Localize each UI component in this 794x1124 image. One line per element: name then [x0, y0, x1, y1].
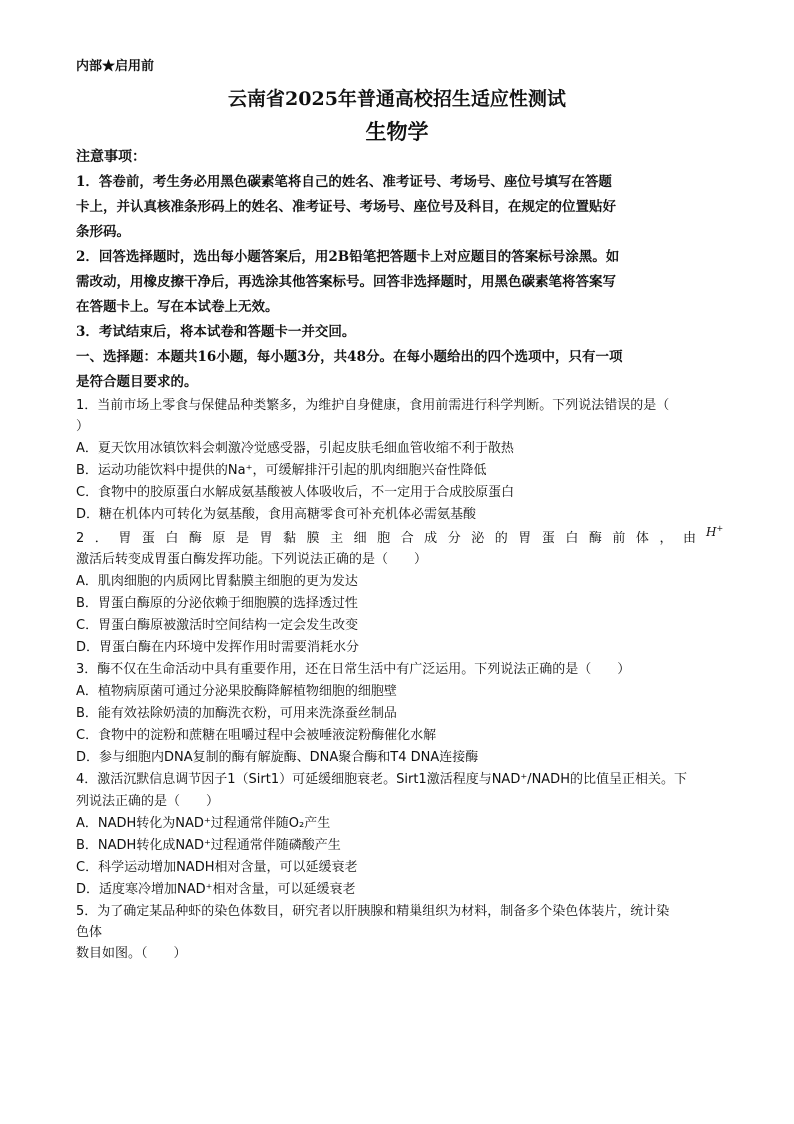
question-2-option-d: D．胃蛋白酶在内环境中发挥作用时需要消耗水分 — [76, 640, 360, 655]
notice-heading: 注意事项： — [76, 149, 146, 165]
question-1-option-a: A．夏天饮用冰镇饮料会刺激冷觉感受器，引起皮肤毛细血管收缩不利于散热 — [76, 441, 514, 456]
question-2-option-a: A．肌肉细胞的内质网比胃黏膜主细胞的更为发达 — [76, 574, 358, 589]
notice-line: 1．答卷前，考生务必用黑色碳素笔将自己的姓名、准考证号、考场号、座位号填写在答题 — [76, 174, 612, 190]
question-5-stem: 色体 — [76, 925, 103, 940]
question-4-option-c: C．科学运动增加NADH相对含量，可以延缓衰老 — [76, 860, 358, 875]
question-1-stem: 1．当前市场上零食与保健品种类繁多，为维护自身健康，食用前需进行科学判断。下列说法错误的是（ — [76, 398, 670, 413]
question-1-option-b: B．运动功能饮料中提供的Na⁺，可缓解排汗引起的肌肉细胞兴奋性降低 — [76, 463, 487, 478]
notice-line: 需改动，用橡皮擦干净后，再选涂其他答案标号。回答非选择题时，用黑色碳素笔将答案写 — [76, 274, 616, 290]
question-3-option-d: D．参与细胞内DNA复制的酶有解旋酶、DNA聚合酶和T4 DNA连接酶 — [76, 750, 479, 765]
notice-line: 条形码。 — [76, 224, 130, 240]
confidential-mark: 内部★启用前 — [76, 59, 155, 74]
question-5-stem: 数目如图。（ ） — [76, 946, 187, 961]
question-4-option-a: A．NADH转化为NAD⁺过程通常伴随O₂产生 — [76, 816, 331, 831]
question-1-stem: ） — [76, 419, 90, 434]
hydrogen-ion-symbol: H+ — [706, 524, 724, 539]
question-4-stem: 4．激活沉默信息调节因子1（Sirt1）可延缓细胞衰老。Sirt1激活程度与NAD⁺/NADH的比值呈正相关。下 — [76, 772, 687, 787]
question-2-stem: 2．胃蛋白酶原是胃黏膜主细胞合成分泌的胃蛋白酶前体，由 — [76, 531, 696, 546]
question-4-option-b: B．NADH转化成NAD⁺过程通常伴随磷酸产生 — [76, 838, 341, 853]
section-heading: 一、选择题：本题共16小题，每小题3分，共48分。在每小题给出的四个选项中，只有一项 — [76, 349, 623, 365]
notice-line: 2．回答选择题时，选出每小题答案后，用2B铅笔把答题卡上对应题目的答案标号涂黑。如 — [76, 249, 620, 265]
notice-line: 在答题卡上。写在本试卷上无效。 — [76, 299, 279, 315]
question-1-option-c: C．食物中的胶原蛋白水解成氨基酸被人体吸收后，不一定用于合成胶原蛋白 — [76, 485, 515, 500]
question-3-option-a: A．植物病原菌可通过分泌果胶酶降解植物细胞的细胞壁 — [76, 684, 397, 699]
question-2-option-c: C．胃蛋白酶原被激活时空间结构一定会发生改变 — [76, 618, 359, 633]
notice-line: 卡上，并认真核准条形码上的姓名、准考证号、考场号、座位号及科目，在规定的位置贴好 — [76, 199, 616, 215]
question-5-stem: 5．为了确定某品种虾的染色体数目，研究者以肝胰腺和精巢组织为材料，制备多个染色体装片，统计染 — [76, 904, 670, 919]
question-4-option-d: D．适度寒冷增加NAD⁺相对含量，可以延缓衰老 — [76, 882, 356, 897]
notice-line: 3．考试结束后，将本试卷和答题卡一并交回。 — [76, 324, 356, 340]
exam-title: 云南省2025年普通高校招生适应性测试 — [228, 88, 566, 110]
question-3-option-b: B．能有效祛除奶渍的加酶洗衣粉，可用来洗涤蚕丝制品 — [76, 706, 397, 721]
subject-title: 生物学 — [365, 119, 429, 144]
question-2-option-b: B．胃蛋白酶原的分泌依赖于细胞膜的选择透过性 — [76, 596, 358, 611]
question-3-stem: 3．酶不仅在生命活动中具有重要作用，还在日常生活中有广泛运用。下列说法正确的是（ ） — [76, 662, 631, 677]
question-3-option-c: C．食物中的淀粉和蔗糖在咀嚼过程中会被唾液淀粉酶催化水解 — [76, 728, 437, 743]
question-1-option-d: D．糖在机体内可转化为氨基酸，食用高糖零食可补充机体必需氨基酸 — [76, 507, 477, 522]
question-4-stem: 列说法正确的是（ ） — [76, 794, 220, 809]
question-2-stem: 激活后转变成胃蛋白酶发挥功能。下列说法正确的是（ ） — [76, 552, 428, 567]
section-heading: 是符合题目要求的。 — [76, 374, 198, 390]
